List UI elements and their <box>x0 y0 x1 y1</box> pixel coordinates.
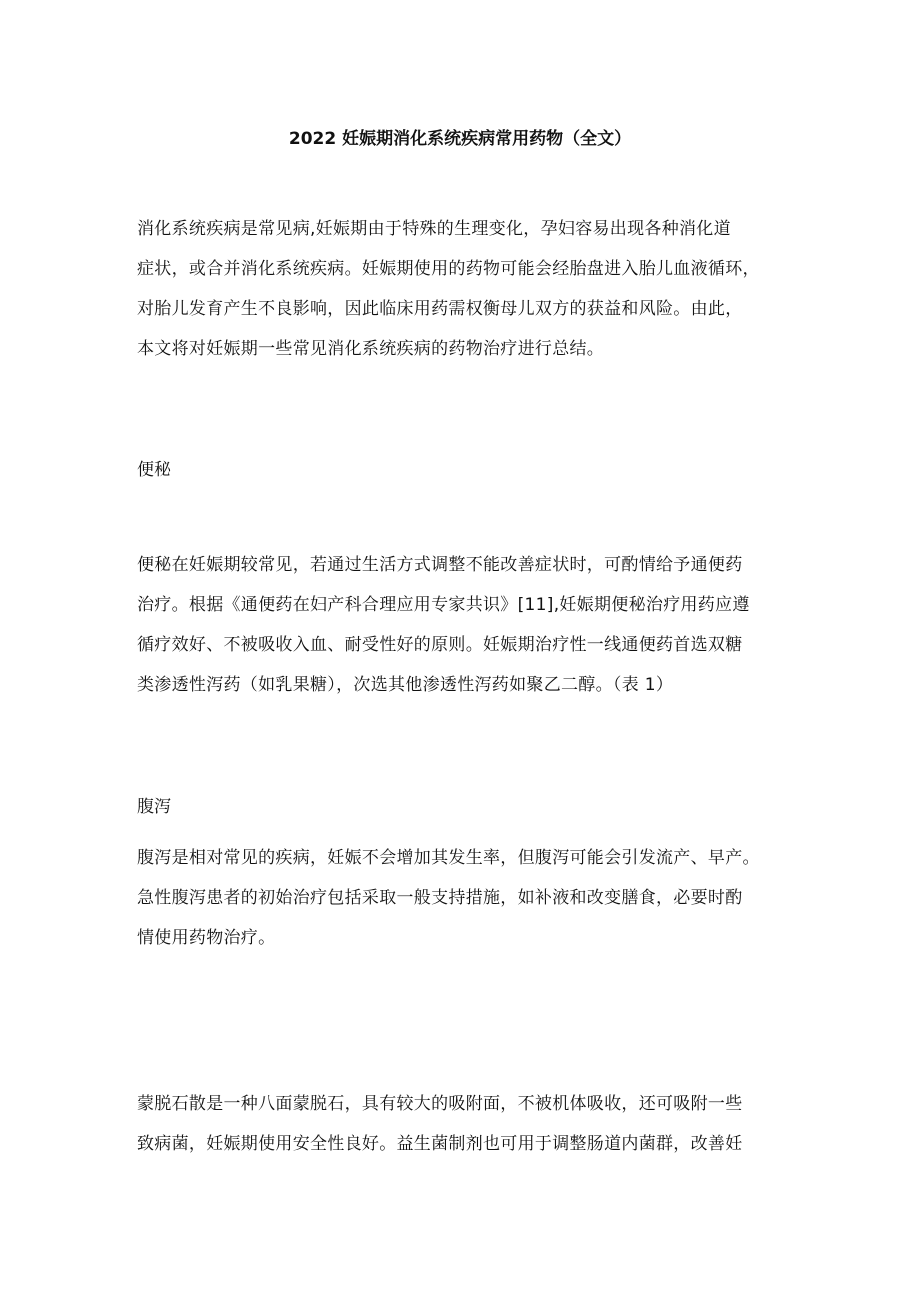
section-heading-diarrhea: 腹泻 <box>137 797 171 817</box>
constipation-paragraph <box>137 545 797 705</box>
paragraph-line: 蒙脱石散是一种八面蒙脱石，具有较大的吸附面，不被机体吸收，还可吸附一些 <box>137 1094 743 1114</box>
paragraph-line: 循疗效好、不被吸收入血、耐受性好的原则。妊娠期治疗性一线通便药首选双糖 <box>137 635 743 655</box>
section-heading-constipation: 便秘 <box>137 460 171 480</box>
intro-paragraph <box>137 209 797 369</box>
document-title: 2022 妊娠期消化系统疾病常用药物（全文） <box>288 129 632 149</box>
montmorillonite-paragraph <box>137 1084 797 1164</box>
paragraph-line: 急性腹泻患者的初始治疗包括采取一般支持措施，如补液和改变膳食，必要时酌 <box>137 888 743 908</box>
paragraph-line: 消化系统疾病是常见病,妊娠期由于特殊的生理变化，孕妇容易出现各种消化道 <box>137 219 731 239</box>
paragraph-line: 致病菌，妊娠期使用安全性良好。益生菌制剂也可用于调整肠道内菌群，改善妊 <box>137 1134 743 1154</box>
paragraph-line: 便秘在妊娠期较常见，若通过生活方式调整不能改善症状时，可酌情给予通便药 <box>137 555 743 575</box>
paragraph-line: 症状，或合并消化系统疾病。妊娠期使用的药物可能会经胎盘进入胎儿血液循环， <box>137 259 760 279</box>
paragraph-line: 腹泻是相对常见的疾病，妊娠不会增加其发生率，但腹泻可能会引发流产、早产。 <box>137 848 760 868</box>
paragraph-line: 对胎儿发育产生不良影响，因此临床用药需权衡母儿双方的获益和风险。由此， <box>137 299 743 319</box>
paragraph-line: 类渗透性泻药（如乳果糖），次选其他渗透性泻药如聚乙二醇。（表 1） <box>137 675 674 695</box>
diarrhea-paragraph <box>137 838 797 958</box>
paragraph-line: 情使用药物治疗。 <box>137 928 276 948</box>
paragraph-line: 治疗。根据《通便药在妇产科合理应用专家共识》[11],妊娠期便秘治疗用药应遵 <box>137 595 750 615</box>
paragraph-line: 本文将对妊娠期一些常见消化系统疾病的药物治疗进行总结。 <box>137 339 605 359</box>
